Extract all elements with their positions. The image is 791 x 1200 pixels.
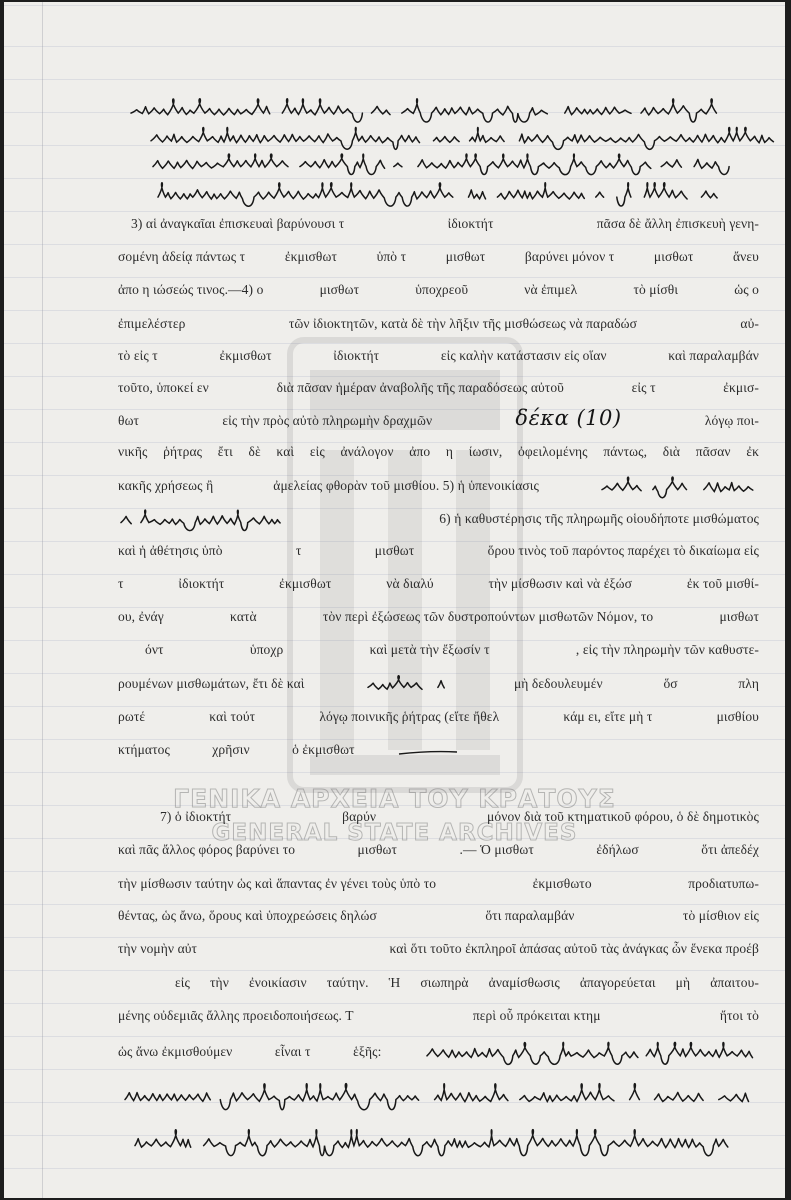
handwriting-stroke bbox=[602, 477, 753, 498]
text-segment: τὴν νομὴν αὐτ bbox=[118, 941, 198, 956]
handwriting-stroke bbox=[368, 676, 444, 690]
text-segment: ρουμένων μισθωμάτων, ἔτι δὲ καὶ bbox=[118, 676, 305, 691]
text-line bbox=[118, 470, 759, 502]
text-segment: ἰδιοκτήτ bbox=[178, 576, 225, 591]
text-segment: χρῆσιν bbox=[212, 742, 250, 757]
text-segment: ἐδήλωσ bbox=[596, 842, 639, 857]
text-segment: μὴ δεδουλευμέν bbox=[513, 676, 603, 691]
text-segment: μισθωτ bbox=[653, 249, 694, 264]
text-line bbox=[118, 571, 759, 597]
text-segment: τὸ μίσθι bbox=[633, 282, 679, 297]
text-segment: ρωτέ bbox=[118, 709, 146, 724]
text-segment: ἤτοι τὸ bbox=[719, 1008, 759, 1023]
text-segment: εἰς τ bbox=[631, 380, 656, 395]
handwriting-scribble bbox=[150, 148, 744, 178]
text-segment: αὐ- bbox=[740, 316, 759, 331]
text-line bbox=[118, 837, 759, 863]
text-segment: όντ bbox=[145, 642, 164, 657]
text-segment: τὸ εἰς τ bbox=[118, 348, 158, 363]
text-segment: νικῆς ῥήτρας ἔτι δὲ καὶ εἰς ἀνάλογον ἀπο η ίωσιν, ὀφειλομένης πάντως, διὰ πᾶσαν ἐκ bbox=[118, 444, 759, 459]
text-line bbox=[118, 668, 759, 700]
handwriting-stroke bbox=[135, 1130, 728, 1156]
text-segment: βαρύν bbox=[342, 809, 377, 824]
handwriting-scribble bbox=[118, 504, 288, 534]
text-line bbox=[118, 903, 759, 929]
text-segment: , εἰς τὴν πληρωμὴν τῶν καθυστε- bbox=[575, 642, 759, 657]
text-segment: κτήματος bbox=[118, 742, 170, 757]
text-segment: μισθωτ bbox=[374, 543, 415, 558]
text-segment: νὰ ἐπιμελ bbox=[524, 282, 578, 297]
watermark-title-greek: ΓΕΝΙΚΑ ΑΡΧΕΙΑ ΤΟΥ ΚΡΑΤΟΥΣ bbox=[173, 784, 616, 813]
handwriting-stroke bbox=[153, 154, 741, 175]
text-segment: λόγῳ ποι- bbox=[704, 413, 759, 428]
text-segment: νὰ διαλύ bbox=[386, 576, 434, 591]
text-segment: .— Ὁ μισθωτ bbox=[459, 842, 534, 857]
text-segment: 3) αἱ ἀναγκαῖαι ἐπισκευαὶ βαρύνουσι τ bbox=[131, 216, 345, 231]
text-segment: ἑξῆς: bbox=[353, 1044, 382, 1059]
text-line bbox=[118, 538, 759, 564]
text-segment: πλη bbox=[738, 676, 759, 691]
text-line bbox=[160, 804, 759, 830]
text-segment: ἐκμισ- bbox=[723, 380, 759, 395]
text-segment: ἰδιοκτήτ bbox=[447, 216, 494, 231]
text-segment: πᾶσα δὲ ἄλλη ἐπισκευὴ γενη- bbox=[596, 216, 759, 231]
text-line bbox=[175, 970, 759, 996]
handwriting-scribble bbox=[155, 176, 727, 210]
text-segment: μένης οὐδεμιᾶς ἄλλης προειδοποιήσεως. Τ bbox=[118, 1008, 354, 1023]
text-segment: ὅρου τινὸς τοῦ παρόντος παρέχει τὸ δικαίωμα εἰς bbox=[487, 543, 759, 558]
text-line bbox=[118, 604, 759, 630]
text-segment: εἶναι τ bbox=[274, 1044, 311, 1059]
handwriting-scribble bbox=[424, 1036, 759, 1068]
text-segment: κατὰ bbox=[230, 609, 257, 624]
text-segment: ὅτι ἀπεδέχ bbox=[701, 842, 759, 857]
handwritten-amount: δέκα (10) bbox=[515, 406, 622, 430]
text-segment: μισθωτ bbox=[445, 249, 486, 264]
handwriting-stroke bbox=[151, 127, 773, 149]
handwriting-scribble bbox=[132, 1122, 732, 1160]
text-line bbox=[118, 343, 759, 369]
text-segment: εἰς τὴν πρὸς αὐτὸ πληρωμὴν δραχμῶν bbox=[222, 413, 433, 428]
text-segment: θέντας, ὡς ἄνω, ὅρους καὶ ὑποχρεώσεις δηλώσ bbox=[118, 908, 377, 923]
text-line bbox=[118, 936, 759, 962]
text-segment: ὑπὸ τ bbox=[376, 249, 407, 264]
text-segment: σομένη ἀδείᾳ πάντως τ bbox=[118, 249, 246, 264]
text-segment: καὶ τούτ bbox=[209, 709, 256, 724]
text-segment: τοῦτο, ὑποκεί εν bbox=[118, 380, 209, 395]
text-segment: 6) ἡ καθυστέρησις τῆς πληρωμῆς οἱουδήποτε μισθώματος bbox=[439, 511, 759, 526]
text-segment: ου, ἐνάγ bbox=[118, 609, 164, 624]
handwriting-scribble bbox=[599, 471, 759, 501]
text-segment: λόγῳ ποινικῆς ῥήτρας (εἴτε ἤθελ bbox=[319, 709, 500, 724]
text-segment: προδιατυπω- bbox=[688, 876, 759, 891]
text-segment: ἐκμισθωτ bbox=[284, 249, 338, 264]
text-line bbox=[118, 1035, 759, 1069]
text-segment: μισθωτ bbox=[719, 609, 759, 624]
text-line bbox=[118, 311, 759, 337]
text-segment: ἄνευ bbox=[733, 249, 759, 264]
text-segment: τὸ μίσθιον εἰς bbox=[682, 908, 759, 923]
text-segment: τὴν μίσθωσιν καὶ νὰ ἐξώσ bbox=[488, 576, 632, 591]
text-line bbox=[118, 737, 459, 763]
watermark-title-english: GENERAL STATE ARCHIVES bbox=[211, 820, 578, 846]
text-segment: ἀπο η ιώσεώς τινος.—4) ο bbox=[118, 282, 264, 297]
text-segment: ὅσ bbox=[663, 676, 678, 691]
text-segment: ἀμελείας φθορὰν τοῦ μισθίου. 5) ἡ ὑπενοικίασις bbox=[273, 478, 539, 493]
text-segment: καὶ ἡ ἀθέτησις ὑπὸ bbox=[118, 543, 223, 558]
handwriting-stroke bbox=[427, 1042, 753, 1064]
text-segment: μόνον διὰ τοῦ κτηματικοῦ φόρου, ὁ δὲ δημοτικὸς bbox=[487, 809, 759, 824]
text-segment: ἐκμισθωτο bbox=[532, 876, 592, 891]
text-line bbox=[145, 637, 759, 663]
text-segment: τ bbox=[295, 543, 302, 558]
text-segment: ἐπιμελέστερ bbox=[118, 316, 186, 331]
text-segment: ὡς ο bbox=[734, 282, 759, 297]
text-segment: τῶν ἰδιοκτητῶν, κατὰ δὲ τὴν λῆξιν τῆς μισθώσεως νὰ παραδώσ bbox=[288, 316, 638, 331]
handwriting-scribble bbox=[365, 670, 453, 698]
text-segment: ὑποχρεοῦ bbox=[415, 282, 469, 297]
text-line bbox=[118, 277, 759, 303]
handwriting-stroke bbox=[131, 99, 732, 122]
text-segment: τ bbox=[118, 576, 124, 591]
text-segment: μισθωτ bbox=[357, 842, 398, 857]
text-segment: τὸν περὶ ἐξώσεως τῶν δυστροπούντων μισθωτῶν Νόμον, το bbox=[322, 609, 654, 624]
text-segment: εἰς τὴν ἐνοικίασιν ταύτην. Ἡ σιωπηρὰ ἀναμίσθωσις ἀπαγορεύεται μὴ ἀπαιτου- bbox=[175, 975, 759, 990]
margin-rule bbox=[42, 2, 43, 1198]
text-segment: ὑποχρ bbox=[249, 642, 284, 657]
text-segment: ὡς ἄνω ἐκμισθούμεν bbox=[118, 1044, 233, 1059]
handwriting-scribble bbox=[122, 1076, 774, 1114]
text-segment: 7) ὁ ἰδιοκτήτ bbox=[160, 809, 232, 824]
text-line bbox=[118, 871, 759, 897]
handwriting-stroke bbox=[125, 1084, 766, 1110]
text-segment: τὴν μίσθωσιν ταύτην ὡς καὶ ἅπαντας ἐν γένει τοὺς ὑπὸ το bbox=[118, 876, 437, 891]
text-segment: καὶ παραλαμβάν bbox=[668, 348, 759, 363]
handwriting-stroke bbox=[121, 510, 280, 531]
text-segment: εἰς καλὴν κατάστασιν εἰς οἵαν bbox=[440, 348, 607, 363]
text-segment: κάμ ει, εἴτε μὴ τ bbox=[563, 709, 653, 724]
text-line bbox=[118, 1003, 759, 1029]
text-segment: καὶ μετὰ τὴν ἔξωσίν τ bbox=[369, 642, 490, 657]
text-segment: μισθωτ bbox=[319, 282, 360, 297]
text-segment: κακῆς χρήσεως ἢ bbox=[118, 478, 214, 493]
text-line bbox=[131, 211, 759, 237]
handwritten-dash bbox=[397, 740, 459, 760]
text-line bbox=[118, 405, 759, 437]
text-segment: ἐκμισθωτ bbox=[219, 348, 272, 363]
text-line bbox=[118, 244, 759, 270]
text-segment: διὰ πᾶσαν ἡμέραν ἀναβολῆς τῆς παραδόσεως αὐτοῦ bbox=[276, 380, 564, 395]
text-line bbox=[118, 375, 759, 401]
text-segment: περὶ οὗ πρόκειται κτημ bbox=[472, 1008, 601, 1023]
document-page bbox=[4, 2, 785, 1198]
text-line bbox=[118, 503, 759, 535]
text-segment: ἰδιοκτήτ bbox=[333, 348, 380, 363]
text-segment: μισθίου bbox=[716, 709, 759, 724]
handwriting-stroke bbox=[158, 183, 717, 206]
text-segment: βαρύνει μόνον τ bbox=[524, 249, 615, 264]
text-segment: ἐκ τοῦ μισθί- bbox=[686, 576, 759, 591]
text-segment: καὶ πᾶς ἄλλος φόρος βαρύνει το bbox=[118, 842, 296, 857]
text-line bbox=[118, 439, 759, 465]
text-segment: ἐκμισθωτ bbox=[279, 576, 332, 591]
text-segment: θωτ bbox=[118, 413, 140, 428]
text-segment: καὶ ὅτι τοῦτο ἐκπληροῖ ἁπάσας αὐτοῦ τὰς ἀνάγκας ὧν ἕνεκα προέβ bbox=[389, 941, 759, 956]
text-segment: ὅτι παραλαμβάν bbox=[485, 908, 575, 923]
text-segment: ὁ ἐκμισθωτ bbox=[292, 742, 355, 757]
text-line bbox=[118, 704, 759, 730]
